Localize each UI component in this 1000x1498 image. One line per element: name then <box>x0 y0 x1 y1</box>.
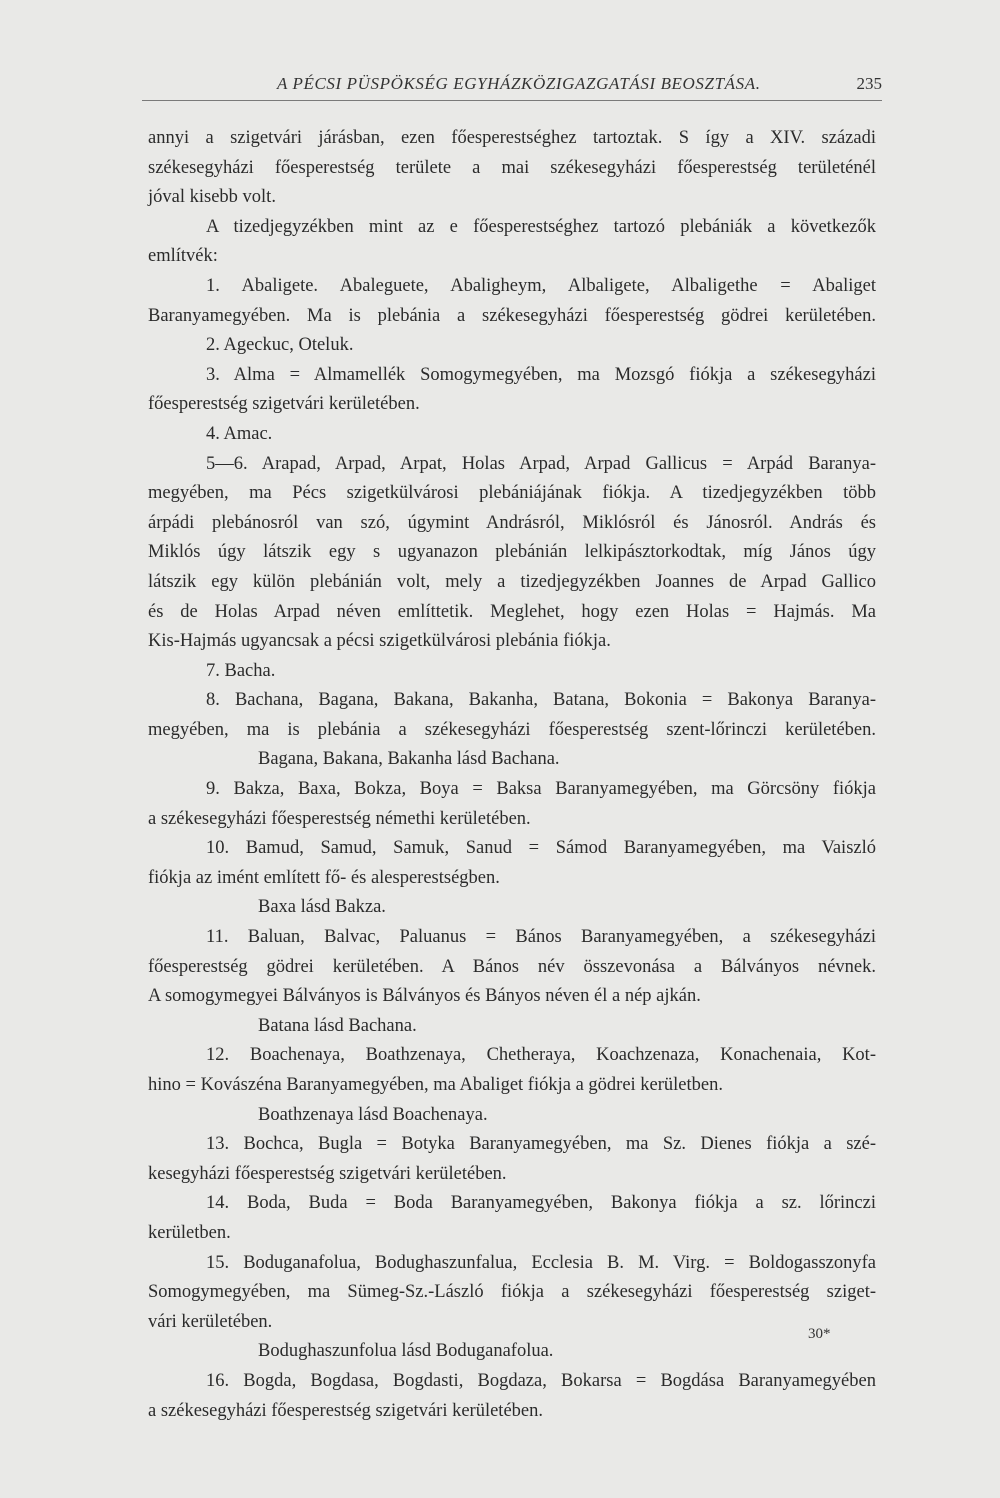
text-line: hino = Kovászéna Baranyamegyében, ma Abaliget fiókja a gödrei kerületben. <box>148 1075 723 1095</box>
text-line: Baxa lásd Bakza. <box>258 897 386 918</box>
text-line: 9. Bakza, Baxa, Bokza, Boya = Baksa Baranyamegyében, ma Görcsöny fiókja <box>206 779 876 800</box>
running-title: A PÉCSI PÜSPÖKSÉG EGYHÁZKÖZIGAZGATÁSI BEOSZTÁSA. <box>277 74 761 93</box>
text-line: 3. Alma = Almamellék Somogymegyében, ma Mozsgó fiókja a székesegyházi <box>206 364 876 385</box>
text-line: A tizedjegyzékben mint az e főesperestséghez tartozó plebániák a következők <box>206 216 876 237</box>
text-line: 7. Bacha. <box>206 660 276 681</box>
text-line: főesperestség szigetvári kerületében. <box>148 394 420 415</box>
text-line: 10. Bamud, Samud, Samuk, Sanud = Sámod Baranyamegyében, ma Vaiszló <box>206 838 876 859</box>
text-line: 5—6. Arapad, Arpad, Arpat, Holas Arpad, Arpad Gallicus = Arpád Baranya- <box>206 453 876 474</box>
text-line: 13. Bochca, Bugla = Botyka Baranyamegyében, ma Sz. Dienes fiókja a szé- <box>206 1134 876 1155</box>
text-line: látszik egy külön plebánián volt, mely a tizedjegyzékben Joannes de Arpad Gallico <box>148 571 876 592</box>
text-line: 15. Boduganafolua, Bodughaszunfalua, Ecclesia B. M. Virg. = Boldogasszonyfa <box>206 1252 876 1273</box>
text-line: fiókja az imént említett fő- és alesperestségben. <box>148 867 500 888</box>
signature-mark: 30* <box>808 1326 831 1342</box>
text-line: Miklós úgy látszik egy s ugyanazon plebánián lelkipásztorkodtak, míg János úgy <box>148 542 876 563</box>
text-line: főesperestség gödrei kerületében. A Bános név összevonása a Bálványos névnek. <box>148 956 876 977</box>
text-line: 14. Boda, Buda = Boda Baranyamegyében, Bakonya fiókja a sz. lőrinczi <box>206 1193 876 1214</box>
text-line: kerületben. <box>148 1222 231 1243</box>
text-line: A somogymegyei Bálványos is Bálványos és Bányos néven él a nép ajkán. <box>148 986 701 1007</box>
text-line: árpádi plebánosról van szó, úgymint Andrásról, Miklósról és Jánosról. András és <box>148 512 876 533</box>
text-line: Baranyamegyében. Ma is plebánia a székesegyházi főesperestség gödrei kerületében. <box>148 305 876 326</box>
text-line: Batana lásd Bachana. <box>258 1015 417 1036</box>
text-line: jóval kisebb volt. <box>148 187 276 208</box>
text-line: 12. Boachenaya, Boathzenaya, Chetheraya, Koachzenaza, Konachenaia, Kot- <box>206 1045 876 1066</box>
text-line: 8. Bachana, Bagana, Bakana, Bakanha, Batana, Bokonia = Bakonya Baranya- <box>206 690 876 711</box>
page-number: 235 <box>856 74 882 93</box>
text-line: 2. Ageckuc, Oteluk. <box>206 335 354 356</box>
text-line: megyében, ma Pécs szigetkülvárosi plebániájának fiókja. A tizedjegyzékben több <box>148 483 876 504</box>
text-line: megyében, ma is plebánia a székesegyházi főesperestség szent-lőrinczi kerületében. <box>148 719 876 740</box>
text-line: Bodughaszunfolua lásd Boduganafolua. <box>258 1341 554 1362</box>
text-line: és de Holas Arpad néven említtetik. Meglehet, hogy ezen Holas = Hajmás. Ma <box>148 601 876 622</box>
text-line: említvék: <box>148 246 218 267</box>
text-line: 11. Baluan, Balvac, Paluanus = Bános Baranyamegyében, a székesegyházi <box>206 927 876 948</box>
text-line: Bagana, Bakana, Bakanha lásd Bachana. <box>258 749 560 770</box>
text-line: Kis-Hajmás ugyancsak a pécsi szigetkülvárosi plebánia fiókja. <box>148 631 611 652</box>
body-text <box>148 124 876 1426</box>
text-line: annyi a szigetvári járásban, ezen főesperestséghez tartoztak. S így a XIV. századi <box>148 128 876 148</box>
text-line: kesegyházi főesperestség szigetvári kerületében. <box>148 1163 507 1184</box>
text-line: 1. Abaligete. Abaleguete, Abaligheym, Albaligete, Albaligethe = Abaliget <box>206 275 876 296</box>
page-header <box>142 70 882 101</box>
text-line: székesegyházi főesperestség területe a mai székesegyházi főesperestség területénél <box>148 157 876 178</box>
text-line: 4. Amac. <box>206 423 273 444</box>
text-line: a székesegyházi főesperestség szigetvári kerületében. <box>148 1400 543 1421</box>
text-line: 16. Bogda, Bogdasa, Bogdasti, Bogdaza, Bokarsa = Bogdása Baranyamegyében <box>206 1370 876 1391</box>
text-line: Somogymegyében, ma Sümeg-Sz.-László fiókja a székesegyházi főesperestség sziget- <box>148 1282 876 1303</box>
text-line: Boathzenaya lásd Boachenaya. <box>258 1104 488 1125</box>
text-line: a székesegyházi főesperestség némethi kerületében. <box>148 808 531 829</box>
text-line: vári kerületében. <box>148 1311 273 1332</box>
